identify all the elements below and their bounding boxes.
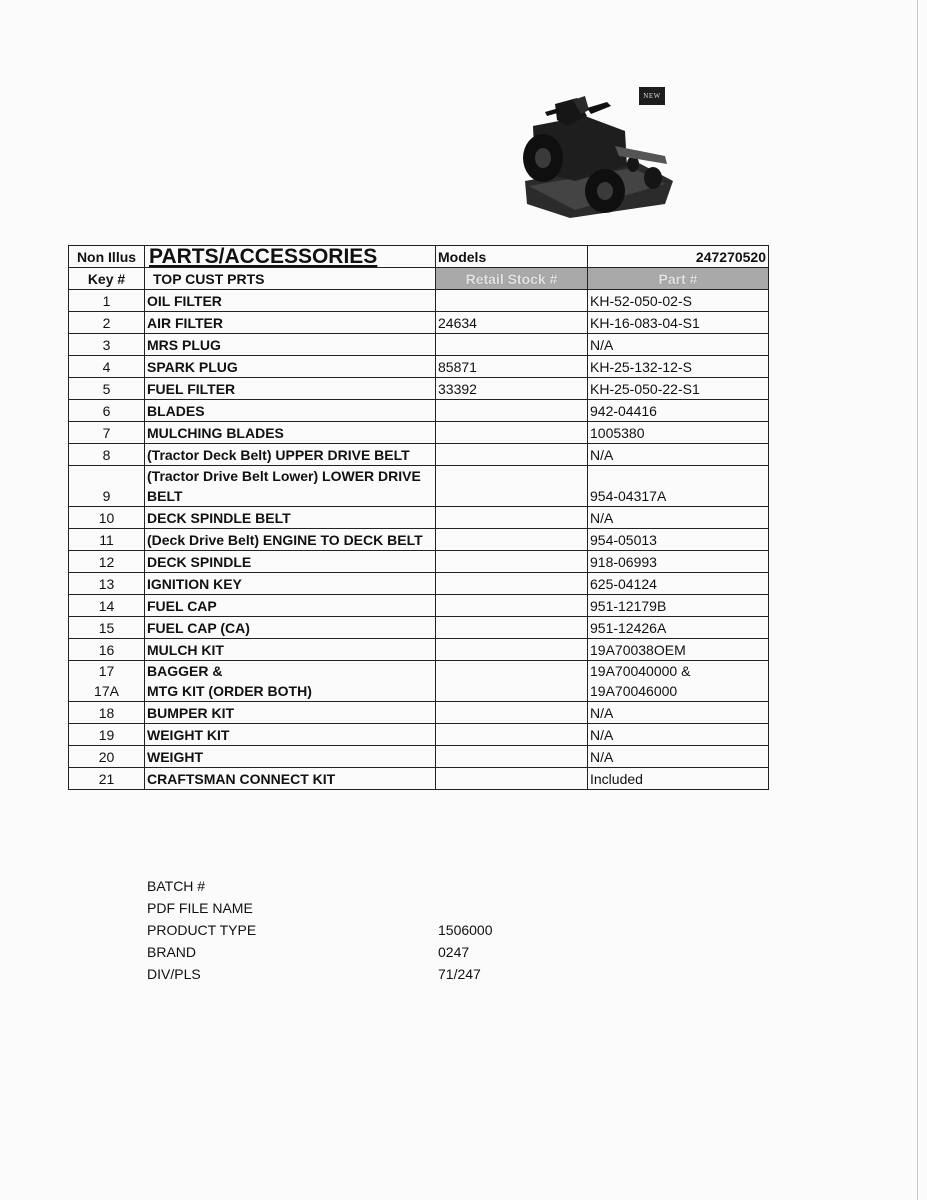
row-key: 6 — [69, 400, 145, 422]
row-retail-stock — [436, 595, 588, 617]
table-row — [69, 617, 769, 639]
table-row — [69, 724, 769, 746]
parts-accessories-title: PARTS/ACCESSORIES — [145, 246, 436, 268]
info-label: BRAND — [147, 944, 197, 960]
row-description: MULCHING BLADES — [145, 422, 436, 444]
row-key: 20 — [69, 746, 145, 768]
table-row — [69, 422, 769, 444]
row-key: 16 — [69, 639, 145, 661]
info-row-div-pls — [147, 963, 547, 985]
row-key: 11 — [69, 529, 145, 551]
table-row — [69, 746, 769, 768]
info-row-brand — [147, 941, 547, 963]
row-part-number: KH-25-132-12-S — [588, 356, 769, 378]
row-description: AIR FILTER — [145, 312, 436, 334]
row-description: DECK SPINDLE — [145, 551, 436, 573]
row-part-number: 625-04124 — [588, 573, 769, 595]
table-header-row — [69, 246, 769, 268]
row-retail-stock — [436, 466, 588, 507]
row-retail-stock: 85871 — [436, 356, 588, 378]
table-row — [69, 595, 769, 617]
riding-mower-image — [515, 86, 675, 226]
table-row — [69, 551, 769, 573]
table-row — [69, 378, 769, 400]
row-key: 9 — [69, 466, 145, 507]
row-key — [69, 661, 145, 702]
table-row — [69, 768, 769, 790]
top-cust-prts-header: TOP CUST PRTS — [145, 268, 436, 290]
row-description: (Deck Drive Belt) ENGINE TO DECK BELT — [145, 529, 436, 551]
info-value: 71/247 — [438, 966, 481, 982]
product-info-block — [147, 875, 547, 985]
table-row — [69, 400, 769, 422]
row-retail-stock — [436, 617, 588, 639]
row-part-number: 951-12426A — [588, 617, 769, 639]
row-retail-stock — [436, 507, 588, 529]
table-row — [69, 356, 769, 378]
table-row — [69, 444, 769, 466]
row-description-line-1: BAGGER & — [147, 663, 223, 679]
row-key: 7 — [69, 422, 145, 444]
parts-table — [68, 245, 769, 790]
row-retail-stock: 24634 — [436, 312, 588, 334]
row-part-number: 954-04317A — [588, 466, 769, 507]
row-description-line-1: (Tractor Drive Belt Lower) LOWER DRIVE — [147, 468, 421, 484]
row-description: IGNITION KEY — [145, 573, 436, 595]
row-part-line-2: 19A70046000 — [590, 683, 678, 699]
info-label: PRODUCT TYPE — [147, 922, 257, 938]
row-part-number: N/A — [588, 444, 769, 466]
info-row-pdf-file-name — [147, 897, 547, 919]
row-key: 12 — [69, 551, 145, 573]
info-label: PDF FILE NAME — [147, 900, 253, 916]
model-number: 247270520 — [588, 246, 769, 268]
new-badge: NEW — [639, 87, 665, 105]
row-part-line-1: 19A70040000 & — [590, 663, 691, 679]
table-row — [69, 334, 769, 356]
row-key: 8 — [69, 444, 145, 466]
row-key-line-1: 17 — [98, 663, 115, 679]
row-retail-stock — [436, 400, 588, 422]
row-retail-stock — [436, 768, 588, 790]
row-key: 21 — [69, 768, 145, 790]
info-row-batch — [147, 875, 547, 897]
row-key: 14 — [69, 595, 145, 617]
table-row — [69, 702, 769, 724]
row-description: OIL FILTER — [145, 290, 436, 312]
row-part-number: N/A — [588, 724, 769, 746]
part-number-header: Part # — [588, 268, 769, 290]
info-row-product-type — [147, 919, 547, 941]
row-retail-stock — [436, 746, 588, 768]
row-retail-stock — [436, 661, 588, 702]
table-row — [69, 507, 769, 529]
row-key: 1 — [69, 290, 145, 312]
table-row — [69, 312, 769, 334]
row-key: 2 — [69, 312, 145, 334]
row-description: MRS PLUG — [145, 334, 436, 356]
row-description — [145, 661, 436, 702]
row-part-number: 951-12179B — [588, 595, 769, 617]
row-key: 15 — [69, 617, 145, 639]
table-subheader-row — [69, 268, 769, 290]
row-retail-stock — [436, 334, 588, 356]
row-part-number: Included — [588, 768, 769, 790]
row-part-number: 19A70038OEM — [588, 639, 769, 661]
table-row — [69, 529, 769, 551]
row-retail-stock — [436, 551, 588, 573]
table-row — [69, 661, 769, 702]
row-part-number: 954-05013 — [588, 529, 769, 551]
models-header: Models — [436, 246, 588, 268]
row-key: 13 — [69, 573, 145, 595]
row-part-number: 918-06993 — [588, 551, 769, 573]
row-retail-stock — [436, 573, 588, 595]
info-value: 1506000 — [438, 922, 493, 938]
row-retail-stock — [436, 529, 588, 551]
row-retail-stock — [436, 422, 588, 444]
row-description — [145, 466, 436, 507]
row-part-number: N/A — [588, 746, 769, 768]
row-key: 5 — [69, 378, 145, 400]
row-part-number: KH-52-050-02-S — [588, 290, 769, 312]
row-description: BUMPER KIT — [145, 702, 436, 724]
retail-stock-header: Retail Stock # — [436, 268, 588, 290]
row-key: 18 — [69, 702, 145, 724]
non-illus-header: Non Illus — [69, 246, 145, 268]
row-part-number — [588, 661, 769, 702]
row-part-number: 942-04416 — [588, 400, 769, 422]
table-row — [69, 466, 769, 507]
row-key: 3 — [69, 334, 145, 356]
row-part-number: KH-16-083-04-S1 — [588, 312, 769, 334]
row-description: WEIGHT — [145, 746, 436, 768]
row-key: 19 — [69, 724, 145, 746]
info-label: DIV/PLS — [147, 966, 201, 982]
info-value: 0247 — [438, 944, 470, 960]
row-retail-stock — [436, 444, 588, 466]
row-description: BLADES — [145, 400, 436, 422]
row-description: FUEL CAP (CA) — [145, 617, 436, 639]
row-retail-stock — [436, 702, 588, 724]
page-edge-line — [917, 0, 918, 1200]
row-description-line-2: MTG KIT (ORDER BOTH) — [147, 683, 312, 699]
row-retail-stock: 33392 — [436, 378, 588, 400]
row-description: MULCH KIT — [145, 639, 436, 661]
row-description: WEIGHT KIT — [145, 724, 436, 746]
row-part-number: N/A — [588, 702, 769, 724]
row-description: SPARK PLUG — [145, 356, 436, 378]
row-description: FUEL CAP — [145, 595, 436, 617]
row-description: CRAFTSMAN CONNECT KIT — [145, 768, 436, 790]
row-key: 10 — [69, 507, 145, 529]
table-row — [69, 639, 769, 661]
row-part-number: N/A — [588, 507, 769, 529]
table-row — [69, 573, 769, 595]
row-key-line-2: 17A — [94, 683, 119, 699]
table-row — [69, 290, 769, 312]
row-retail-stock — [436, 290, 588, 312]
row-part-number: 1005380 — [588, 422, 769, 444]
row-part-number: N/A — [588, 334, 769, 356]
row-description: FUEL FILTER — [145, 378, 436, 400]
key-header: Key # — [69, 268, 145, 290]
row-retail-stock — [436, 724, 588, 746]
row-key: 4 — [69, 356, 145, 378]
info-label: BATCH # — [147, 878, 206, 894]
row-part-number: KH-25-050-22-S1 — [588, 378, 769, 400]
row-description-line-2: BELT — [147, 488, 183, 504]
row-description: DECK SPINDLE BELT — [145, 507, 436, 529]
row-retail-stock — [436, 639, 588, 661]
row-description: (Tractor Deck Belt) UPPER DRIVE BELT — [145, 444, 436, 466]
